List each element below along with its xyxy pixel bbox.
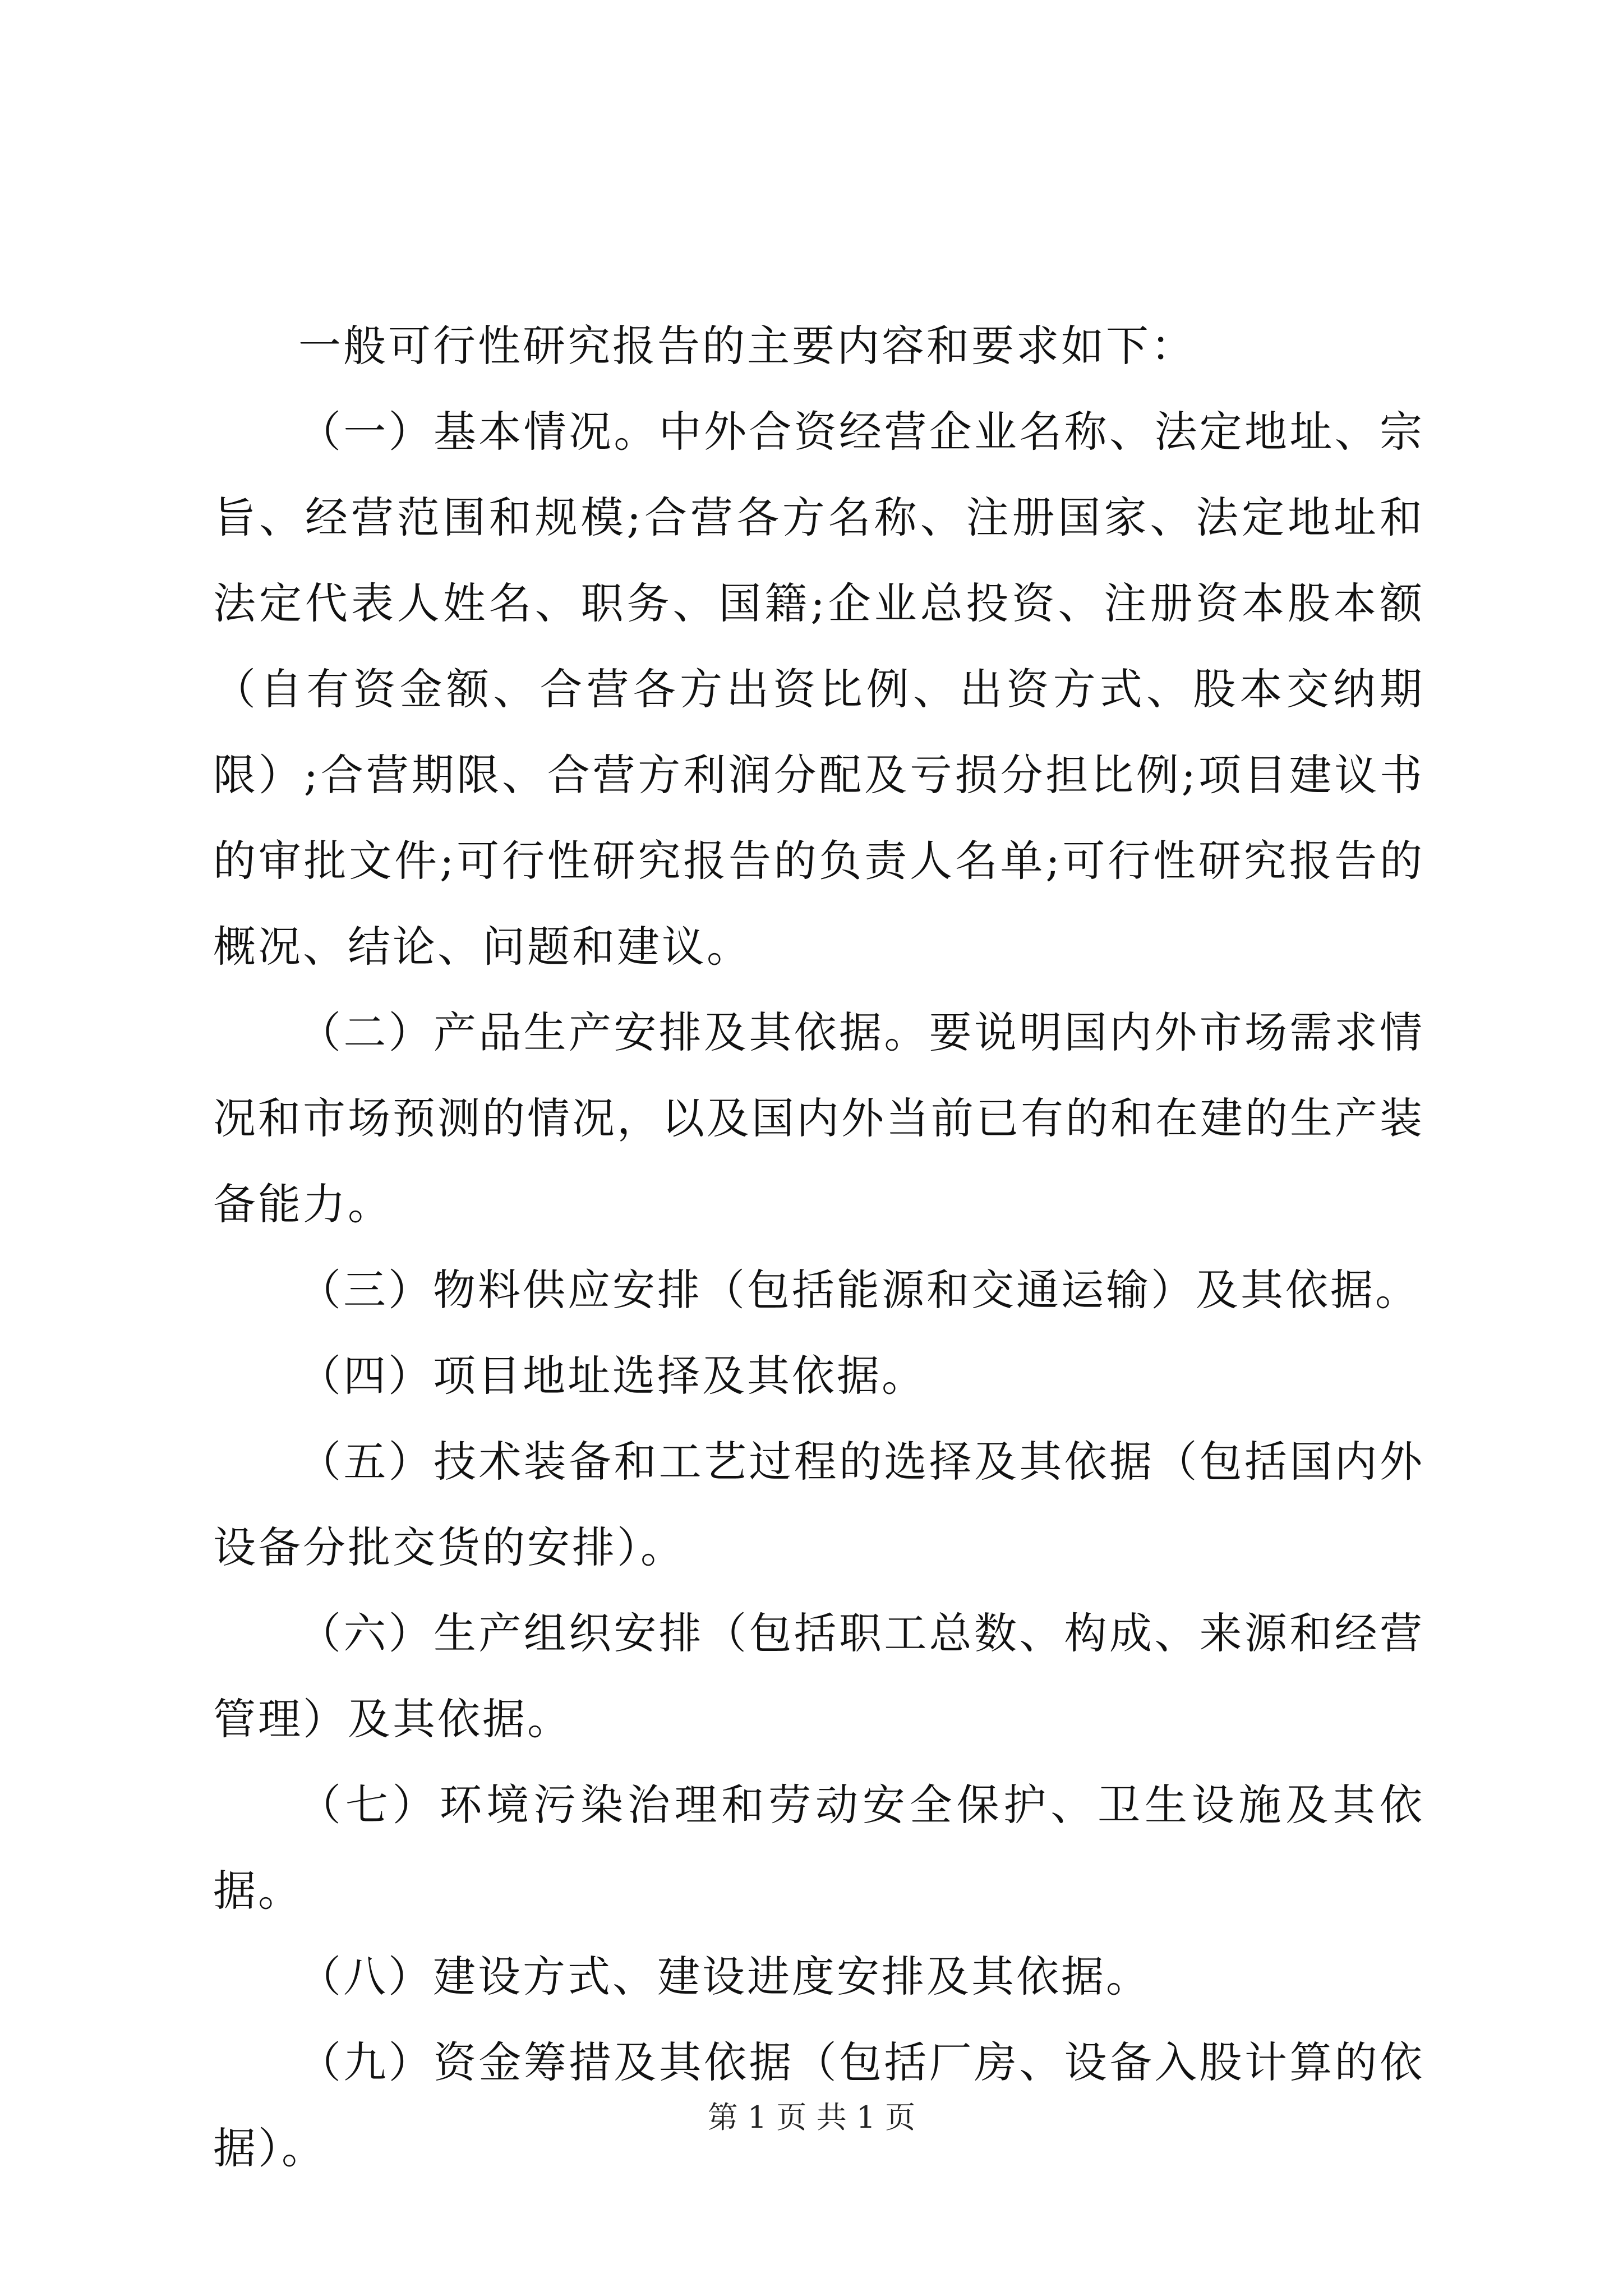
paragraph-section-5: （五）技术装备和工艺过程的选择及其依据（包括国内外设备分批交货的安排）。 <box>213 1437 1424 1572</box>
paragraph-section-3: （三）物料供应安排（包括能源和交通运输）及其依据。 <box>298 1265 1420 1315</box>
document-body <box>213 303 1424 2191</box>
paragraph-section-1: （一）基本情况。中外合资经营企业名称、法定地址、宗旨、经营范围和规模;合营各方名称、注册国家、法定地址和法定代表人姓名、职务、国籍;企业总投资、注册资本股本额（自有资金额、合营各方出资比例、出资方式、股本交纳期限）;合营期限、合营方利润分配及亏损分担比例;项目建议书的审批文件;可行性研究报告的负责人名单;可行性研究报告的概况、结论、问题和建议。 <box>213 407 1424 972</box>
paragraph-section-7: （七）环境污染治理和劳动安全保护、卫生设施及其依据。 <box>213 1780 1424 1916</box>
paragraph-intro: 一般可行性研究报告的主要内容和要求如下： <box>298 321 1196 371</box>
paragraph-section-2: （二）产品生产安排及其依据。要说明国内外市场需求情况和市场预测的情况，以及国内外当前已有的和在建的生产装备能力。 <box>213 1007 1424 1229</box>
paragraph-section-8: （八）建设方式、建设进度安排及其依据。 <box>298 1952 1151 2001</box>
paragraph-section-4: （四）项目地址选择及其依据。 <box>298 1351 926 1401</box>
paragraph-section-9: （九）资金筹措及其依据（包括厂房、设备入股计算的依据）。 <box>213 2037 1424 2173</box>
page-number-footer: 第 1 页 共 1 页 <box>707 2100 916 2135</box>
paragraph-section-6: （六）生产组织安排（包括职工总数、构成、来源和经营管理）及其依据。 <box>213 1608 1424 1744</box>
